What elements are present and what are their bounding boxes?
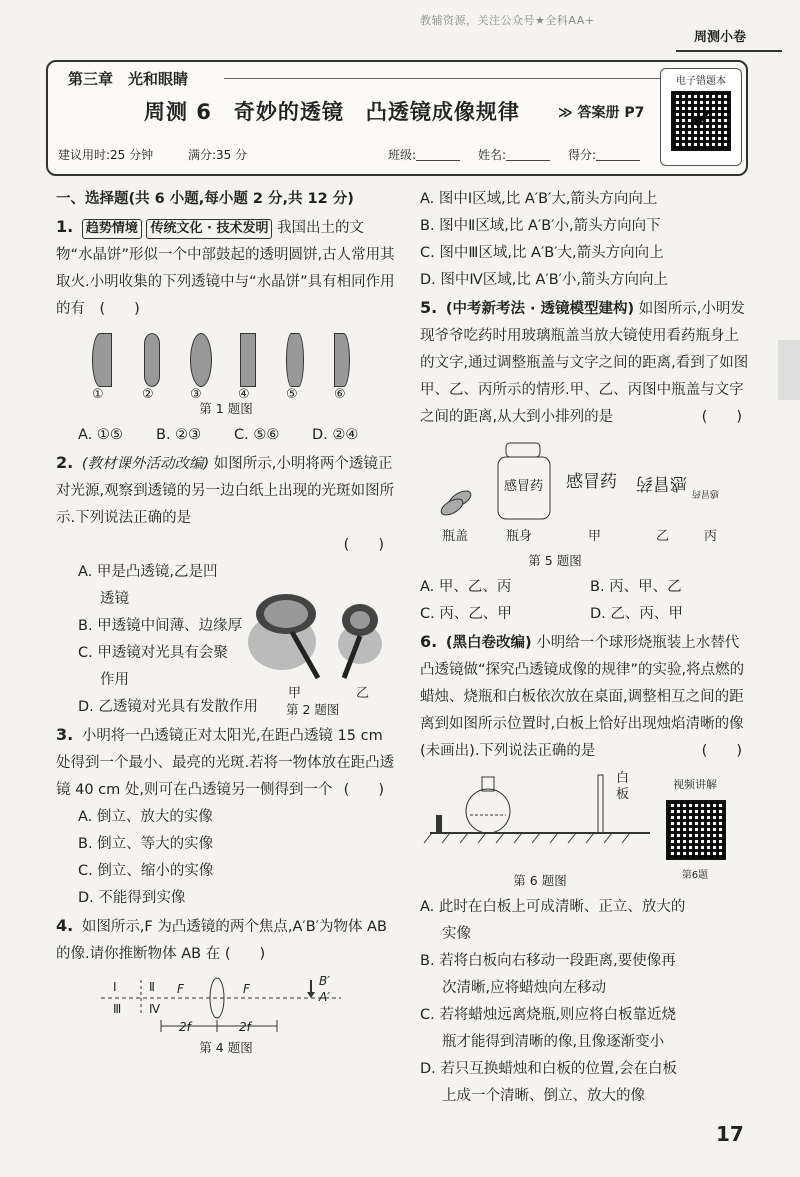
option-a[interactable]: A. 图中Ⅰ区域,比 A′B′大,箭头方向向上: [420, 191, 658, 207]
figure-4-drawing: [101, 974, 351, 1034]
lens-2: [144, 333, 160, 387]
page-number: 17: [716, 1122, 744, 1146]
question-number: 5.: [420, 298, 438, 317]
view-jia-text: 感冒药: [566, 472, 617, 492]
figure-caption: 第 6 题图: [513, 873, 567, 888]
name-label: 姓名:: [478, 146, 506, 163]
figure-caption: 第 4 题图: [199, 1040, 253, 1055]
figure-2-drawing: [232, 582, 384, 682]
focus-label: F: [243, 982, 250, 996]
question-text: 如图所示,小明发现爷爷吃药时用玻璃瓶盖当放大镜使用看药瓶身上的文字,通过调整瓶盖与文字之间的距离,看到了如图甲、乙、丙所示的情形.甲、乙、丙图中瓶盖与文字之间的距离,从大到小排列的是: [420, 301, 749, 425]
lens-label-jia: 甲: [288, 686, 302, 701]
image-label-a: A′: [319, 990, 330, 1004]
tag-culture: 传统文化 · 技术发明: [146, 219, 272, 239]
view-bing-text: 感冒药: [692, 488, 720, 498]
option-d[interactable]: D. 若只互换蜡烛和白板的位置,会在白板: [420, 1061, 677, 1077]
option-c-cont: 作用: [100, 672, 129, 688]
option-c-cont: 瓶才能得到清晰的像,且像逐渐变小: [442, 1034, 665, 1050]
lens-4: [240, 333, 256, 387]
right-column: [420, 186, 750, 1110]
lens-label: ④: [238, 387, 250, 402]
option-b[interactable]: B. 甲透镜中间薄、边缘厚: [78, 618, 243, 634]
top-right-text: 周测小卷: [694, 30, 747, 45]
option-b[interactable]: B. 图中Ⅱ区域,比 A′B′小,箭头方向向下: [420, 218, 661, 234]
lens-6: [334, 333, 350, 387]
check-icon: ✔: [691, 105, 713, 135]
figure-caption: 第 5 题图: [528, 553, 582, 568]
question-6: [420, 628, 750, 1110]
question-1: [56, 213, 396, 449]
options-row: [56, 422, 396, 449]
question-text: 我国出土的文物“水晶饼”形似一个中部鼓起的透明圆饼,古人常用其取火.小明收集的下列透镜中与“水晶饼”具有相同作用的有 ( ): [56, 220, 395, 317]
points-field[interactable]: [596, 146, 640, 161]
question-3: [56, 721, 396, 912]
options-grid: [420, 574, 750, 628]
lens-5: [286, 333, 304, 387]
distance-label: 2f: [179, 1020, 191, 1034]
lens-label: ①: [92, 387, 104, 402]
qr-label: 电子错题本: [676, 76, 726, 87]
option-c[interactable]: C. 甲透镜对光具有会聚: [78, 645, 228, 661]
question-text: 如图所示,小明将两个透镜正对光源,观察到透镜的另一边白纸上出现的光斑如图所示.下列说法正确的是: [56, 456, 395, 526]
test-title: 周测 6 奇妙的透镜 凸透镜成像规律: [144, 100, 520, 124]
tag-trend: 趋势情境: [82, 219, 142, 239]
figure-5: [420, 439, 720, 567]
question-text: 小明给一个球形烧瓶装上水替代凸透镜做“探究凸透镜成像的规律”的实验,将点燃的蜡烛、烧瓶和白板依次放在桌面,调整相互之间的距离到如图所示位置时,白板上恰好出现烛焰清晰的像(未画出).下列说法正确的是: [420, 635, 745, 759]
region-label: Ⅰ: [113, 980, 117, 994]
view-label-yi: 乙: [656, 529, 670, 544]
option-c[interactable]: C. ⑤⑥: [234, 427, 280, 443]
question-number: 4.: [56, 916, 74, 935]
figure-2-caption: 第 2 题图: [286, 702, 340, 717]
header-box: [46, 60, 748, 176]
qr-box[interactable]: [660, 68, 742, 166]
answer-reference: ≫ 答案册 P7: [558, 105, 645, 121]
class-label: 班级:: [388, 146, 416, 163]
answer-paren[interactable]: ( ): [701, 743, 742, 759]
region-label: Ⅲ: [113, 1002, 122, 1016]
distance-label: 2f: [239, 1020, 251, 1034]
option-d[interactable]: D. 图中Ⅳ区域,比 A′B′小,箭头方向向上: [420, 272, 669, 288]
lens-label: ⑤: [286, 387, 298, 402]
question-number: 3.: [56, 725, 74, 744]
option-c[interactable]: C. 若将蜡烛远离烧瓶,则应将白板靠近烧: [420, 1007, 676, 1023]
question-number: 1.: [56, 217, 74, 236]
option-a[interactable]: A. 甲、乙、丙: [420, 579, 512, 595]
option-d-cont: 上成一个清晰、倒立、放大的像: [442, 1088, 645, 1104]
question-number: 6.: [420, 632, 438, 651]
board-label: 白板: [616, 771, 630, 802]
view-label-bing: 丙: [704, 529, 718, 544]
question-number: 2.: [56, 453, 74, 472]
question-text: 如图所示,F 为凸透镜的两个焦点,A′B′为物体 AB 的像.请你推断物体 AB 在: [56, 919, 387, 962]
video-qr[interactable]: [660, 771, 730, 889]
lens-label: ⑥: [334, 387, 346, 402]
question-source: (教材课外活动改编): [81, 456, 210, 472]
option-d[interactable]: D. 乙、丙、甲: [590, 606, 683, 622]
option-d[interactable]: D. ②④: [312, 427, 359, 443]
bottle-text: 感冒药: [504, 479, 544, 494]
figure-2: [232, 582, 384, 706]
option-b[interactable]: B. 若将白板向右移动一段距离,要使像再: [420, 953, 676, 969]
figure-1: [90, 329, 370, 402]
section-heading: 一、选择题(共 6 小题,每小题 2 分,共 12 分): [56, 191, 354, 207]
region-label: Ⅳ: [149, 1002, 161, 1016]
answer-paren[interactable]: ( ): [224, 946, 266, 962]
figure-4: [101, 974, 351, 1054]
option-c[interactable]: C. 图中Ⅲ区域,比 A′B′大,箭头方向向上: [420, 245, 664, 261]
focus-label: F: [177, 982, 184, 996]
region-label: Ⅱ: [149, 980, 155, 994]
lens-label: ③: [190, 387, 202, 402]
answer-paren[interactable]: ( ): [343, 782, 384, 798]
video-sub-label: 第6题: [681, 870, 709, 881]
chapter-divider: [224, 78, 664, 79]
option-a[interactable]: A. 倒立、放大的实像: [78, 809, 213, 825]
body-label: 瓶身: [506, 529, 533, 544]
question-5: [420, 294, 750, 628]
info-row: [58, 146, 658, 168]
lens-1: [92, 333, 112, 387]
option-a-cont: 透镜: [100, 591, 129, 607]
question-text: 小明将一凸透镜正对太阳光,在距凸透镜 15 cm 处得到一个最小、最亮的光斑.若将一物体放在距凸透镜 40 cm 处,则可在凸透镜另一侧得到一个: [56, 728, 395, 798]
option-d[interactable]: D. 不能得到实像: [78, 890, 186, 906]
top-right-label: [676, 24, 782, 52]
option-c[interactable]: C. 丙、乙、甲: [420, 606, 512, 622]
option-a-cont: 实像: [442, 926, 471, 942]
option-a[interactable]: A. 甲是凸透镜,乙是凹: [78, 564, 218, 580]
cap-label: 瓶盖: [442, 529, 469, 544]
answer-paren[interactable]: ( ): [343, 537, 384, 553]
question-4-options: [420, 186, 750, 294]
lens-label-yi: 乙: [356, 686, 370, 701]
option-d[interactable]: D. 乙透镜对光具有发散作用: [78, 699, 258, 715]
lens-3: [190, 333, 212, 387]
answer-paren[interactable]: ( ): [701, 409, 742, 425]
score-label: 满分:35 分: [188, 148, 248, 162]
time-label: 建议用时:25 分钟: [58, 148, 154, 162]
option-a[interactable]: A. ①⑤: [78, 427, 123, 443]
class-field[interactable]: [416, 146, 460, 161]
option-b-cont: 次清晰,应将蜡烛向左移动: [442, 980, 607, 996]
video-label: 视频讲解: [673, 778, 717, 791]
question-source: (黑白卷改编): [445, 635, 532, 651]
option-c[interactable]: C. 倒立、缩小的实像: [78, 863, 214, 879]
video-qr-code-icon[interactable]: [666, 800, 726, 860]
figure-caption: 第 1 题图: [199, 401, 253, 416]
option-a[interactable]: A. 此时在白板上可成清晰、正立、放大的: [420, 899, 686, 915]
option-b[interactable]: B. 丙、甲、乙: [590, 579, 682, 595]
option-b[interactable]: B. ②③: [156, 427, 202, 443]
option-b[interactable]: B. 倒立、等大的实像: [78, 836, 214, 852]
question-source: (中考新考法 · 透镜模型建构): [445, 301, 635, 317]
image-label-b: B′: [319, 974, 330, 988]
lens-label: ②: [142, 387, 154, 402]
view-label-jia: 甲: [588, 529, 602, 544]
question-4: [56, 912, 396, 1061]
watermark-text: 教辅资源，关注公众号★全科AA+: [420, 14, 595, 27]
view-yi-text: 感冒药: [636, 473, 687, 493]
edge-tab: [778, 340, 800, 400]
name-field[interactable]: [506, 146, 550, 161]
points-label: 得分:: [568, 146, 596, 163]
chapter-title: 第三章 光和眼睛: [68, 70, 189, 88]
